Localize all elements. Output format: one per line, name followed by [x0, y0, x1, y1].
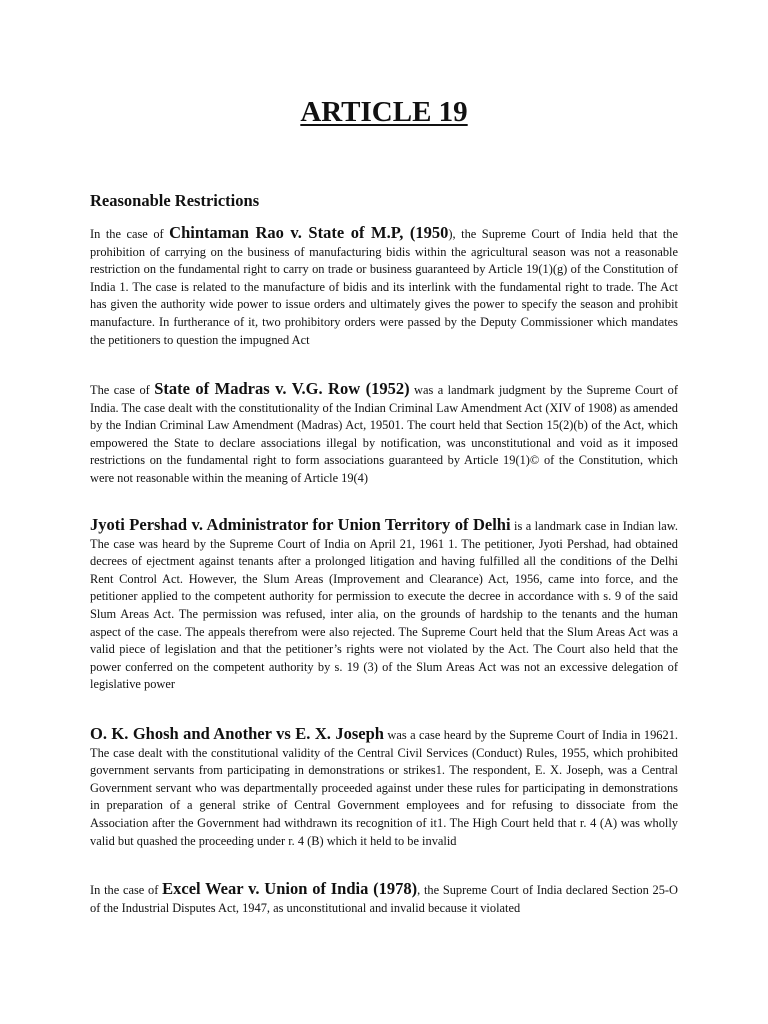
paragraph-chintaman-rao — [90, 224, 678, 349]
section-heading: Reasonable Restrictions — [90, 191, 260, 210]
page-title — [90, 94, 678, 130]
paragraph-body: was a case heard by the Supreme Court of India in 19621. The case dealt with the constitutional validity of the Central Civil Services (Conduct) Rules, 1955, which prohibited government servants from participating in demonstrations or strikes1. The respondent, E. X. Joseph, was a Central Government servant who was departmentally proceeded against under these rules for participating in demonstrations in preparation of a general strike of Central Government employees and for refusing to dissociate from the Association after the Government had withdrawn its recognition of it1. The High Court held that r. 4 (A) was wholly valid but quashed the proceeding under r. 4 (B) which it held to be invalid — [90, 728, 678, 848]
paragraph-body: ), the Supreme Court of India held that the prohibition of carrying on the business of manufacturing bidis within the agricultural season was not a reasonable restriction on the fundamental right to carry on trade or business guaranteed by Article 19(1)(g) of the Constitution of India 1. The case is related to the manufacture of bidis and its interlink with the fundamental right to trade. The Act has given the authority wide power to issue orders and ultimately gives the power to specify the season and prohibit manufacture. In furtherance of it, two prohibitory orders were passed by the Deputy Commissioner which mandates the petitioners to question the impugned Act — [90, 227, 678, 347]
paragraph-body: was a landmark judgment by the Supreme Court of India. The case dealt with the constitutionality of the Indian Criminal Law Amendment Act (XIV of 1908) as amended by the Indian Criminal Law Amendment (Madras) Act, 19501. The court held that Section 15(2)(b) of the Act, which empowered the State to declare associations illegal by notification, was unconstitutional and void as it imposed restrictions on the fundamental right to form associations guaranteed by Article 19(1)© of the Constitution, which were not reasonable within the meaning of Article 19(4) — [90, 383, 678, 485]
title-text: ARTICLE 19 — [300, 96, 468, 128]
case-name: Excel Wear v. Union of India (1978) — [162, 880, 418, 898]
paragraph-lead: The case of — [90, 383, 155, 397]
paragraph-body: is a landmark case in Indian law. The case was heard by the Supreme Court of India on April 21, 1961 1. The petitioner, Jyoti Pershad, had obtained decrees of ejectment against tenants after a prolonged litigation and having fulfilled all the conditions of the Delhi Rent Control Act. However, the Slum Areas (Improvement and Clearance) Act, 1956, came into force, and the petitioner applied to the competent authority for permission to execute the decree in accordance with s. 9 of the said Slum Areas Act. The permission was refused, inter alia, on the grounds of hardship to the tenants and the human aspect of the case. The appeals therefrom were also rejected. The Supreme Court held that the Slum Areas Act was a valid piece of legislation and that the petitioner’s rights were not violated by the Act. The Court also held that the power conferred on the competent authority by s. 19 (3) of the Slum Areas Act was not an excessive delegation of legislative power — [90, 519, 678, 692]
case-name: O. K. Ghosh and Another vs E. X. Joseph — [90, 724, 384, 743]
paragraph-body: , the Supreme Court of India declared Section 25-O of the Industrial Disputes Act, 1947, as unconstitutional and invalid because it violated — [90, 883, 678, 915]
case-name: State of Madras v. V.G. Row (1952) — [154, 379, 410, 398]
paragraph-lead: In the case of — [90, 227, 170, 241]
paragraph-lead: In the case of — [90, 883, 163, 897]
paragraph-state-of-madras — [90, 380, 678, 488]
case-name: Chintaman Rao v. State of M.P, (1950 — [169, 223, 449, 242]
case-name: Jyoti Pershad v. Administrator for Union Territory of Delhi — [90, 515, 511, 534]
paragraph-jyoti-pershad — [90, 516, 678, 694]
paragraph-ok-ghosh — [90, 725, 678, 850]
paragraph-excel-wear — [90, 880, 678, 924]
